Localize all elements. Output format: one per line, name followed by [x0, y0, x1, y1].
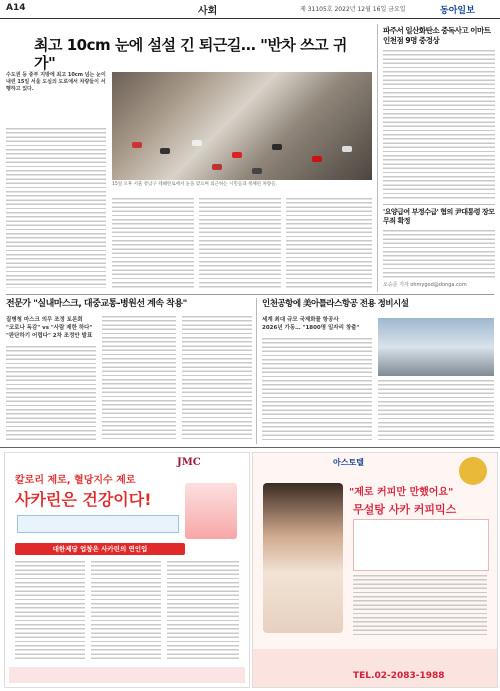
ad-left-copy-col1	[15, 561, 85, 661]
mask-story-body-col3	[182, 316, 252, 442]
top-story-body-col2	[112, 198, 194, 288]
top-story-headline: 최고 10cm 눈에 설설 긴 퇴근길… "반차 쓰고 귀가"	[34, 36, 347, 72]
ad-left-copy-col3	[167, 561, 239, 661]
ad-left-headline: 사카린은 건강이다!	[15, 490, 152, 509]
ad-right-phone: TEL.02-2083-1988	[353, 671, 445, 681]
badge-icon	[459, 457, 487, 485]
top-story-body-col3	[199, 198, 281, 288]
airport-story-body-col2	[378, 380, 494, 442]
right-divider	[383, 204, 495, 205]
mask-subhead-1: 질병청 마스크 의무 조정 토론회	[6, 317, 83, 323]
page-number: A14	[6, 3, 26, 13]
snowy-traffic-photo	[112, 72, 372, 180]
section-divider	[6, 294, 494, 295]
ad-left-banner: 대한제당 업창은 사카린의 연인입	[15, 543, 185, 555]
ad-right-headline: 무설탕 사카 커피믹스	[353, 503, 457, 516]
aircraft-photo	[378, 318, 494, 376]
right-substory-headline: '요양급여 부정수급' 혐의 尹대통령 장모 무죄 확정	[383, 208, 495, 225]
ad-left-copy-col2	[91, 561, 161, 661]
page-header	[0, 0, 500, 19]
right-story-headline: 파주서 일산화탄소 중독사고 이마트 인천점 9명 중경상	[383, 26, 491, 45]
mask-subhead-3: "판단하기 어렵다" 2차 조정안 발표	[6, 333, 93, 339]
ad-left-tagline: 칼로리 제로, 혈당지수 제로	[15, 475, 136, 486]
sweetener-advertisement	[4, 452, 250, 688]
airport-subhead-1: 세계 최대 규모 국제화물 항공사	[262, 317, 339, 323]
sweetener-packet-icon	[185, 483, 237, 539]
mid-divider	[256, 298, 257, 444]
ad-left-brand: JMC	[177, 457, 201, 468]
mask-story-subhead-group	[6, 316, 96, 340]
mask-story-headline: 전문가 "실내마스크, 대중교통-병원선 계속 착용"	[6, 299, 187, 309]
coffee-product-box	[353, 519, 489, 571]
model-photo	[263, 483, 343, 633]
issue-date: 제 31105호 2022년 12월 16일 금요일	[300, 6, 406, 13]
mask-story-body-col2	[102, 316, 176, 442]
airport-story-headline: 인천공항에 美아틀라스항공 전용 정비시설	[262, 299, 409, 309]
ad-right-tagline: "제로 커피만 만했어요"	[349, 487, 454, 498]
photo-caption: 15일 오후 서울 강남구 테헤란로에서 눈을 맞으며 퇴근하는 시민들과 정체된 차량들.	[112, 182, 277, 187]
top-story-intro: 수도권 등 중부 지방에 최고 10cm 넘는 눈이 내린 15일 서울 도심의 도로에서 차량들이 서행하고 있다.	[6, 72, 106, 92]
right-substory-body	[383, 230, 495, 280]
column-divider	[377, 24, 378, 292]
airport-subhead-2: 2026년 가동… "1800명 일자리 창출"	[262, 325, 360, 331]
ad-left-text-block	[17, 515, 179, 533]
airport-story-body-col1	[262, 338, 372, 442]
ad-right-footer	[253, 649, 497, 687]
top-story-body-col1	[6, 128, 106, 288]
ad-right-brand: 아스토텔	[333, 458, 364, 467]
coffee-advertisement	[252, 452, 498, 688]
mask-story-body-col1	[6, 346, 96, 442]
section-name: 사회	[198, 6, 218, 17]
masthead-logo: 동아일보	[440, 6, 475, 16]
ad-left-footer	[9, 667, 245, 683]
right-story-body	[383, 50, 495, 200]
ad-divider	[0, 447, 500, 448]
airport-story-subhead-group	[262, 316, 372, 332]
top-story-body-col4	[286, 198, 372, 288]
mask-subhead-2: "코로나 독감" vs "사람 제한 하다"	[6, 325, 93, 331]
byline: 오승준 기자 ohmygod@donga.com	[383, 282, 467, 288]
ad-right-copy	[353, 575, 487, 635]
